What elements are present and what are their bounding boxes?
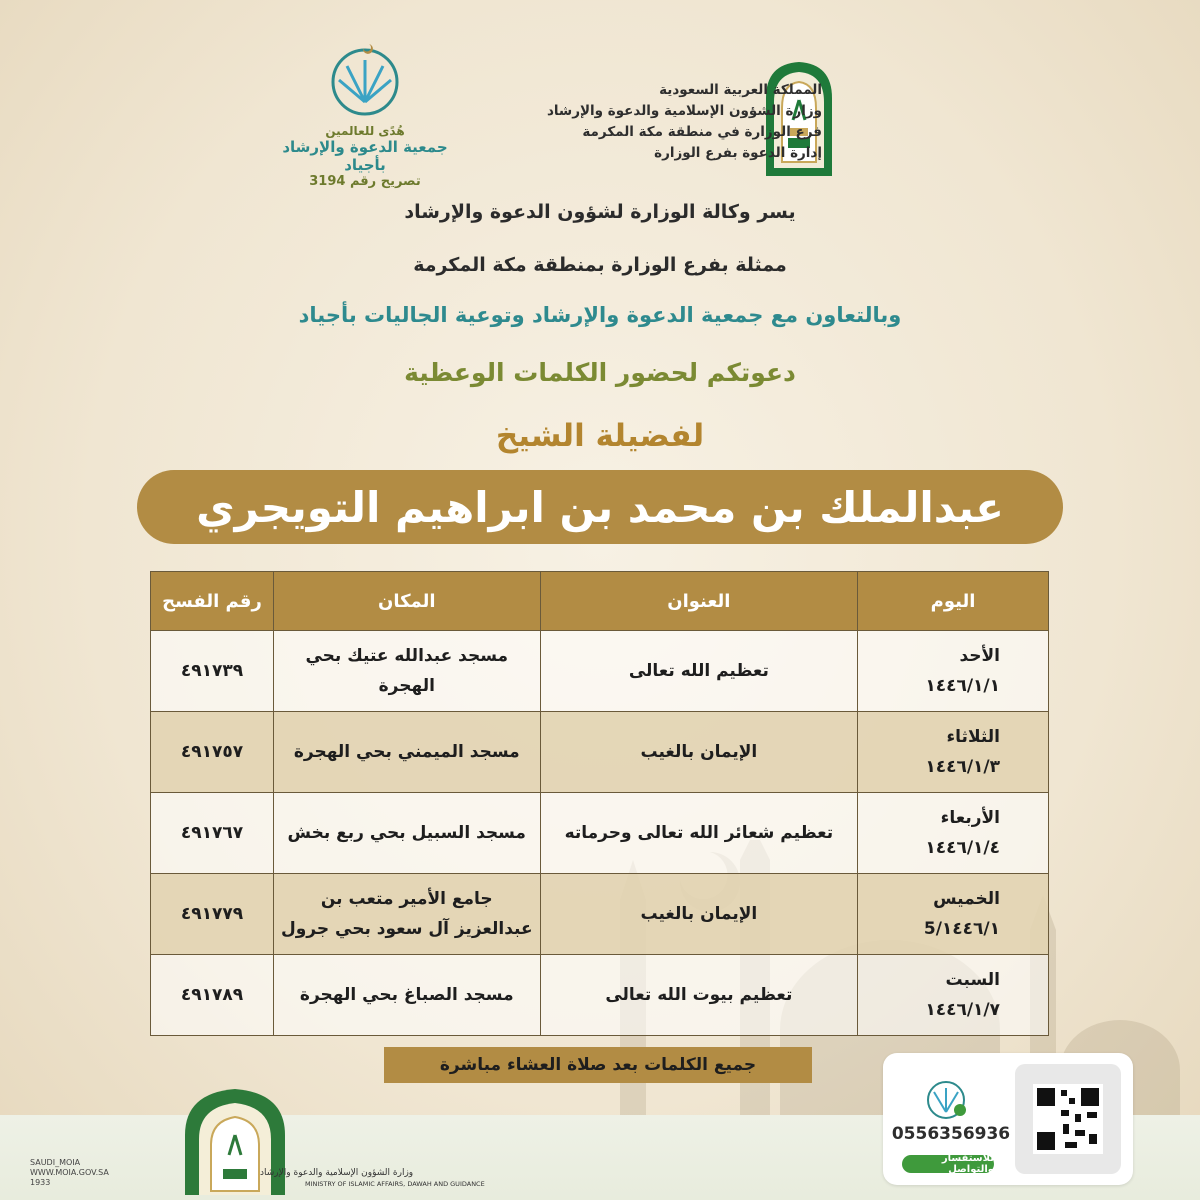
- society-name: جمعية الدعوة والإرشاد بأجياد: [282, 138, 448, 174]
- hotline-number: 1933: [30, 1178, 51, 1187]
- sheikh-title: لفضيلة الشيخ: [495, 418, 705, 454]
- day-name: الخميس: [933, 889, 1000, 909]
- schedule-table: [150, 571, 1049, 1036]
- day-cell: [858, 712, 1049, 793]
- bottom-ministry-name-en: MINISTRY OF ISLAMIC AFFAIRS, DAWAH AND GUIDANCE: [305, 1180, 485, 1188]
- ministry-line: المملكة العربية السعودية: [659, 82, 822, 98]
- header-title: العنوان: [540, 572, 858, 631]
- society-logo: [265, 40, 465, 190]
- table-row: [151, 955, 1049, 1036]
- day-cell: [858, 874, 1049, 955]
- permit-cell: ٤٩١٧٨٩: [151, 955, 274, 1036]
- title-cell: الإيمان بالغيب: [540, 874, 858, 955]
- day-cell: [858, 955, 1049, 1036]
- day-date: ١٤٤٦/١/5: [923, 919, 1000, 939]
- title-cell: تعظيم شعائر الله تعالى وحرماته: [540, 793, 858, 874]
- society-logo-small-icon: [922, 1074, 970, 1122]
- ministry-line: فرع الوزارة في منطقة مكة المكرمة: [582, 124, 822, 140]
- title-cell: تعظيم الله تعالى: [540, 631, 858, 712]
- contact-badge[interactable]: [902, 1155, 994, 1173]
- day-name: الأحد: [959, 646, 1000, 666]
- place-cell: مسجد عبدالله عتيك بحي الهجرة: [273, 631, 540, 712]
- place-cell: جامع الأمير متعب بن عبدالعزيز آل سعود بحي جرول: [273, 874, 540, 955]
- society-license: تصريح رقم 3194: [309, 174, 421, 189]
- website-link[interactable]: WWW.MOIA.GOV.SA: [30, 1168, 109, 1177]
- schedule-table-wrapper: [150, 571, 1049, 1036]
- timing-note: جميع الكلمات بعد صلاة العشاء مباشرة: [439, 1055, 757, 1075]
- bottom-ministry-emblem: [175, 1085, 295, 1195]
- bottom-ministry-name-ar: وزارة الشؤون الإسلامية والدعوة والإرشاد: [260, 1168, 414, 1178]
- society-tagline: هُدًى للعالمين: [325, 124, 405, 138]
- social-links: [30, 1158, 109, 1188]
- table-row: [151, 874, 1049, 955]
- table-row: [151, 793, 1049, 874]
- table-row: [151, 712, 1049, 793]
- day-date: ١٤٤٦/١/٣: [925, 757, 1000, 777]
- place-cell: مسجد الصباغ بحي الهجرة: [273, 955, 540, 1036]
- day-date: ١٤٤٦/١/١: [925, 676, 1000, 696]
- header-place: المكان: [273, 572, 540, 631]
- permit-cell: ٤٩١٧٦٧: [151, 793, 274, 874]
- title-cell: تعظيم بيوت الله تعالى: [540, 955, 858, 1036]
- place-cell: مسجد الميمني بحي الهجرة: [273, 712, 540, 793]
- social-handle[interactable]: SAUDI_MOIA: [30, 1158, 81, 1167]
- ministry-header-text: [492, 80, 822, 164]
- contact-badge-label: للاستفسار والتواصل: [941, 1153, 994, 1175]
- society-sun-icon: [325, 40, 405, 120]
- permit-cell: ٤٩١٧٧٩: [151, 874, 274, 955]
- sheikh-name-banner: [137, 470, 1063, 544]
- header-day: اليوم: [858, 572, 1049, 631]
- intro-line-2: ممثلة بفرع الوزارة بمنطقة مكة المكرمة: [413, 254, 787, 276]
- ministry-line: إدارة الدعوة بفرع الوزارة: [654, 145, 822, 161]
- permit-cell: ٤٩١٧٣٩: [151, 631, 274, 712]
- table-row: [151, 631, 1049, 712]
- table-header-row: [151, 572, 1049, 631]
- timing-note-banner: [384, 1047, 812, 1083]
- day-date: ١٤٤٦/١/٧: [925, 1000, 1000, 1020]
- day-name: الأربعاء: [940, 808, 1000, 828]
- permit-cell: ٤٩١٧٥٧: [151, 712, 274, 793]
- invitation-heading: دعوتكم لحضور الكلمات الوعظية: [404, 358, 796, 387]
- sheikh-name: عبدالملك بن محمد بن ابراهيم التويجري: [196, 482, 1004, 532]
- title-cell: الإيمان بالغيب: [540, 712, 858, 793]
- contact-phone[interactable]: 0556356936: [891, 1124, 1011, 1144]
- place-cell: مسجد السبيل بحي ربع بخش: [273, 793, 540, 874]
- day-name: الثلاثاء: [946, 727, 1000, 747]
- qr-code-icon[interactable]: [1015, 1064, 1121, 1174]
- day-cell: [858, 631, 1049, 712]
- day-name: السبت: [945, 970, 1000, 990]
- day-date: ١٤٤٦/١/٤: [925, 838, 1000, 858]
- ministry-line: وزارة الشؤون الإسلامية والدعوة والإرشاد: [546, 103, 822, 119]
- day-cell: [858, 793, 1049, 874]
- intro-line-1: يسر وكالة الوزارة لشؤون الدعوة والإرشاد: [404, 201, 796, 223]
- header-permit: رقم الفسح: [151, 572, 274, 631]
- intro-line-3: وبالتعاون مع جمعية الدعوة والإرشاد وتوعية الجاليات بأجياد: [298, 303, 902, 327]
